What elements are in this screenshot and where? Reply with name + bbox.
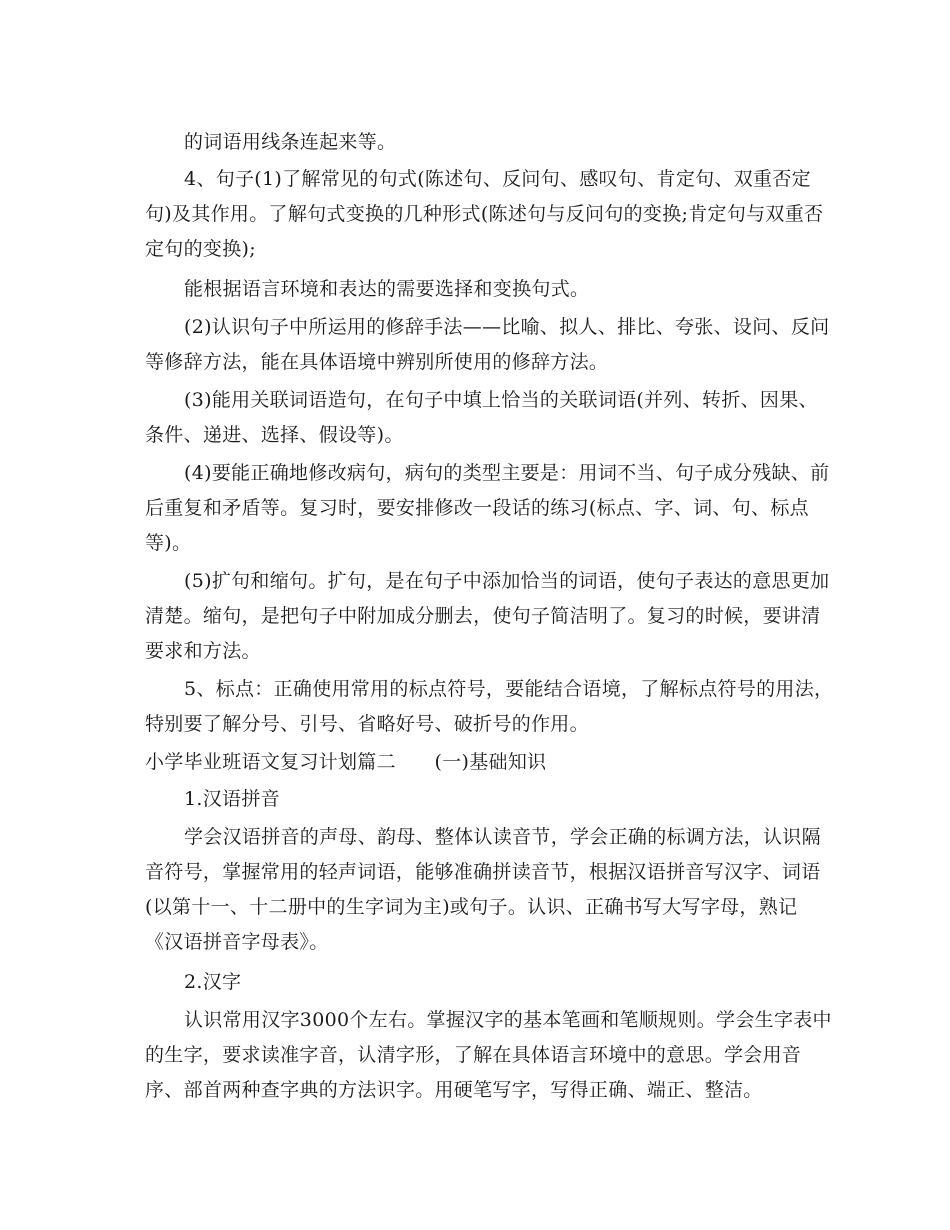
text-line: 《汉语拼音字母表》。 bbox=[145, 931, 329, 953]
text-line: 清楚。缩句，是把句子中附加成分删去，使句子简洁明了。复习的时候，要讲清 bbox=[145, 605, 821, 627]
text-line: 的词语用线条连起来等。 bbox=[184, 131, 397, 153]
text-line: (4)要能正确地修改病句，病句的类型主要是：用词不当、句子成分残缺、前 bbox=[184, 462, 830, 484]
text-line: (2)认识句子中所运用的修辞手法——比喻、拟人、排比、夸张、设问、反问 bbox=[184, 316, 830, 338]
text-line: 定句的变换); bbox=[145, 238, 256, 260]
text-line: 等修辞方法，能在具体语境中辨别所使用的修辞方法。 bbox=[145, 351, 609, 373]
text-line: 能根据语言环境和表达的需要选择和变换句式。 bbox=[184, 278, 590, 300]
text-line: 的生字，要求读准字音，认清字形，了解在具体语言环境中的意思。学会用音 bbox=[145, 1044, 802, 1066]
text-line: 学会汉语拼音的声母、韵母、整体认读音节，学会正确的标调方法，认识隔 bbox=[184, 826, 821, 848]
text-line: 5、标点：正确使用常用的标点符号，要能结合语境，了解标点符号的用法， bbox=[184, 678, 834, 700]
text-line: 条件、递进、选择、假设等)。 bbox=[145, 424, 404, 446]
text-line: 序、部首两种查字典的方法识字。用硬笔写字，写得正确、端正、整洁。 bbox=[145, 1079, 763, 1101]
text-line: (3)能用关联词语造句，在句子中填上恰当的关联词语(并列、转折、因果、 bbox=[184, 389, 818, 411]
text-line: 句)及其作用。了解句式变换的几种形式(陈述句与反问句的变换;肯定句与双重否 bbox=[145, 203, 824, 225]
text-line: (以第十一、十二册中的生字词为主)或句子。认识、正确书写大写字母，熟记 bbox=[145, 896, 798, 918]
text-line: 等)。 bbox=[145, 532, 192, 554]
text-line: 4、句子(1)了解常见的句式(陈述句、反问句、感叹句、肯定句、双重否定 bbox=[184, 168, 811, 190]
text-line: 音符号，掌握常用的轻声词语，能够准确拼读音节，根据汉语拼音写汉字、词语 bbox=[145, 861, 821, 883]
text-line: 后重复和矛盾等。复习时，要安排修改一段话的练习(标点、字、词、句、标点 bbox=[145, 497, 809, 519]
text-line: (5)扩句和缩句。扩句，是在句子中添加恰当的词语，使句子表达的意思更加 bbox=[184, 570, 830, 592]
text-line: 要求和方法。 bbox=[145, 640, 261, 662]
text-line: 特别要了解分号、引号、省略好号、破折号的作用。 bbox=[145, 713, 589, 735]
text-line: 认识常用汉字3000个左右。掌握汉字的基本笔画和笔顺规则。学会生字表中 bbox=[184, 1009, 832, 1031]
section-heading: 小学毕业班语文复习计划篇二 (一)基础知识 bbox=[145, 751, 547, 773]
subsection-heading: 1.汉语拼音 bbox=[184, 788, 280, 810]
subsection-heading: 2.汉字 bbox=[184, 971, 242, 993]
